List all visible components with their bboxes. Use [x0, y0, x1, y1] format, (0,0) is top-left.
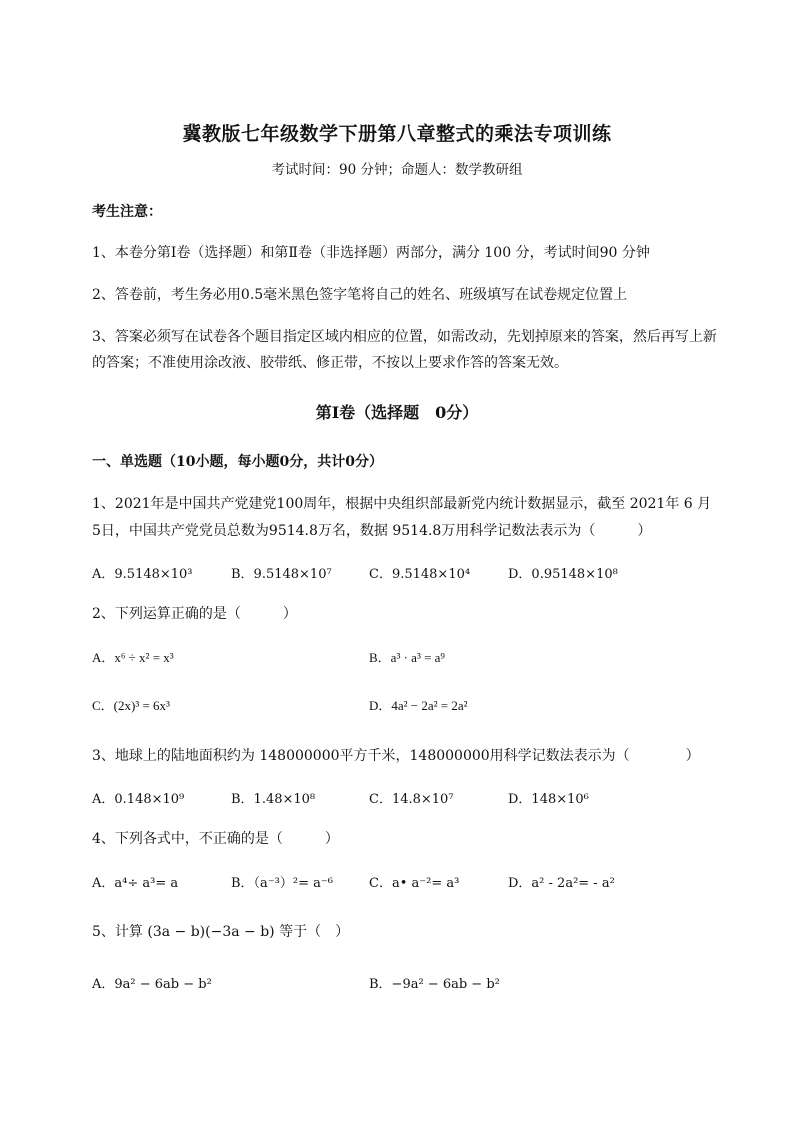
- part-heading: 一、单选题（10小题，每小题0分，共计0分）: [92, 454, 383, 470]
- exam-info: 考试时间：90 分钟；命题人：数学教研组: [271, 162, 523, 178]
- question-1-option-d: D．0.95148×10⁸: [508, 567, 618, 582]
- question-1-option-b: B．9.5148×10⁷: [231, 567, 332, 582]
- question-3-option-a: A．0.148×10⁹: [92, 792, 185, 807]
- question-4-option-d: D．a² - 2a²= - a²: [508, 876, 615, 891]
- notice-item-3-cont: 的答案；不准使用涂改液、胶带纸、修正带，不按以上要求作答的答案无效。: [92, 355, 568, 371]
- question-2-option-a: A．x⁶ ÷ x² = x³: [92, 650, 174, 665]
- question-1-line-1: 1、2021年是中国共产党建党100周年，根据中央组织部最新党内统计数据显示，截至 2021年 6 月: [92, 496, 712, 512]
- question-1-option-c: C．9.5148×10⁴: [369, 567, 471, 582]
- question-4-stem: 4、下列各式中，不正确的是（ ）: [92, 831, 339, 847]
- question-2-option-b: B．a³ · a³ = a⁹: [369, 650, 445, 665]
- question-3-option-c: C．14.8×10⁷: [369, 792, 454, 807]
- notice-item-3: 3、答案必须写在试卷各个题目指定区域内相应的位置，如需改动，先划掉原来的答案，然后再写上新: [92, 329, 717, 345]
- question-5-option-b: B．−9a² − 6ab − b²: [369, 977, 500, 992]
- section-title: 第Ⅰ卷（选择题 0分）: [315, 403, 479, 422]
- question-4-option-a: A．a⁴÷ a³= a: [92, 876, 179, 891]
- question-2-option-c: C．(2x)³ = 6x³: [92, 698, 170, 713]
- question-4-option-c: C．a• a⁻²= a³: [369, 876, 460, 891]
- question-5-stem: 5、计算 (3a − b)(−3a − b) 等于（ ）: [92, 924, 350, 940]
- question-2-stem: 2、下列运算正确的是（ ）: [92, 606, 297, 622]
- page-title: 冀教版七年级数学下册第八章整式的乘法专项训练: [182, 123, 612, 145]
- question-5-option-a: A．9a² − 6ab − b²: [92, 977, 212, 992]
- question-3-option-d: D．148×10⁶: [508, 792, 589, 807]
- question-3-stem: 3、地球上的陆地面积约为 148000000平方千米，148000000用科学记数法表示为（ ）: [92, 748, 700, 764]
- notice-item-1: 1、本卷分第Ⅰ卷（选择题）和第Ⅱ卷（非选择题）两部分，满分 100 分，考试时间90 分钟: [92, 245, 650, 261]
- notice-heading: 考生注意：: [92, 204, 162, 220]
- question-3-option-b: B．1.48×10⁸: [231, 792, 316, 807]
- question-4-option-b: B．（a⁻³）²= a⁻⁶: [231, 876, 333, 891]
- notice-item-2: 2、答卷前，考生务必用0.5毫米黑色签字笔将自己的姓名、班级填写在试卷规定位置上: [92, 287, 628, 303]
- question-1-line-2: 5日，中国共产党党员总数为9514.8万名，数据 9514.8万用科学记数法表示为（ ）: [92, 523, 652, 539]
- question-1-option-a: A．9.5148×10³: [92, 567, 193, 582]
- question-2-option-d: D．4a² − 2a² = 2a²: [369, 698, 468, 713]
